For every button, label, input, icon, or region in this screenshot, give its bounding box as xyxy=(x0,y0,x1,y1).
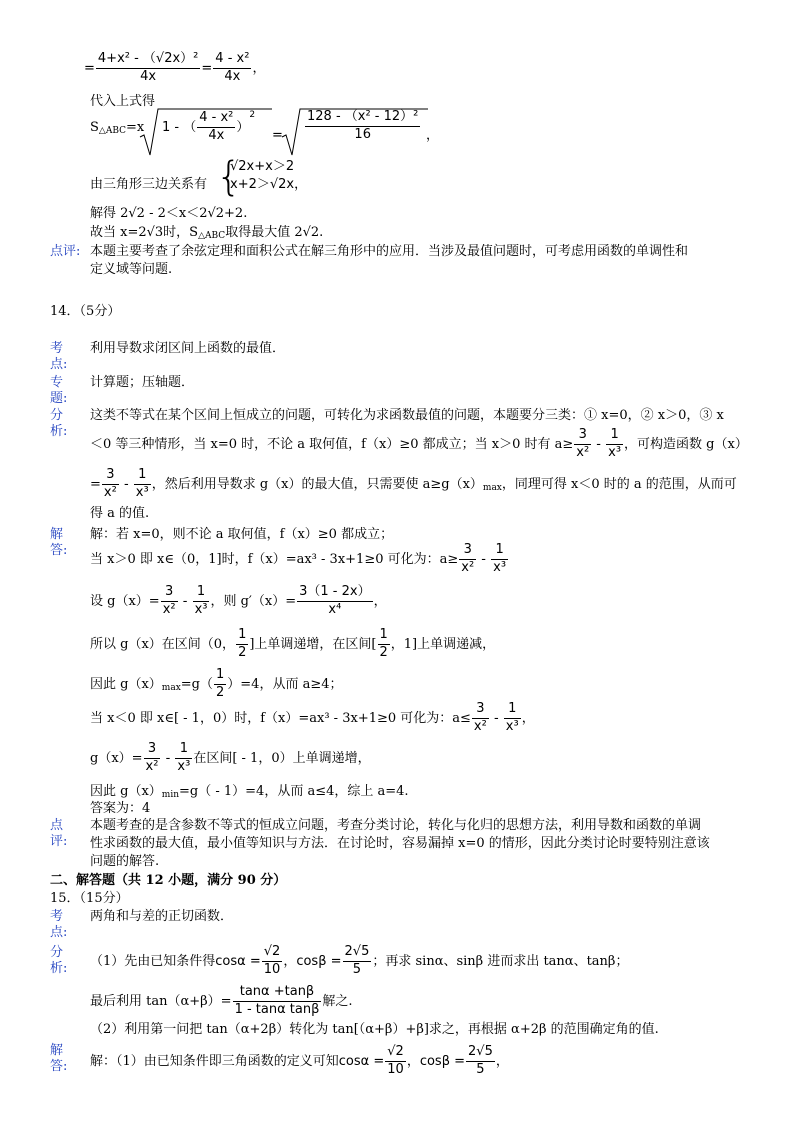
zhuanti-text: 计算题；压轴题． xyxy=(90,375,195,390)
analysis-line: 最后利用 tan（α+β）= $\frac{\tan\alpha +\tan\beta}{\text{1 - tanα tanβ}}$ 解之. xyxy=(90,984,353,1017)
analysis-line: 得 a 的值. xyxy=(90,506,150,521)
fenxi-label: 分析: xyxy=(50,408,68,440)
fraction: $\frac{\text{4+x² - （√2x）²}}{4x}$ xyxy=(97,51,199,84)
analysis-line: ＜0 等三种情形，当 x=0 时，不论 a 取何值，f（x）≥0 都成立；当 x＞0 时有 a≥ $\frac{3}{\text{x²}}$ - $\frac{1}{\text{x³}}$ ，可构造函数 g（x） xyxy=(90,427,748,460)
comment-text: 定义域等问题. xyxy=(90,262,173,277)
section-heading: 二、解答题（共 12 小题，满分 90 分） xyxy=(50,873,287,888)
solution-line: 所以 g（x）在区间（0， $\frac{1}{2}$ ]上单调递增，在区间[ $\frac{1}{2}$ ，1]上单调递减， xyxy=(90,627,496,660)
area-formula: $S_{\triangle ABC}=x$ xyxy=(90,120,145,136)
solution-line: 因此 $g(x)_{min}=g( - 1)=4$，从而 a≤4，综上 a=4. xyxy=(90,784,409,800)
frac-line-1: = $\frac{\text{4+x² - （√2x）²}}{4x}$ = $\frac{\text{4 - x²}}{4x}$ ， xyxy=(84,51,266,84)
brace: { xyxy=(216,154,242,200)
solve-range: 解得 2√2 - 2＜x＜2√2+2. xyxy=(90,206,248,221)
analysis-line: = $\frac{3}{\text{x²}}$ - $\frac{1}{\text{x³}}$ ，然后利用导数求 g（x）的最大值，只需要使 $a\ge g(x)_{max}$，同理可得 x＜0 时的 a 的范围，从而可 xyxy=(90,467,737,500)
kaodian-label: 考点: xyxy=(50,341,68,373)
radical-content-2: $\frac{\text{128 - （x² - 12）²}}{16}$ xyxy=(307,109,419,142)
answer-line: 答案为：4 xyxy=(90,801,151,816)
solution-line: 解：（1）由已知条件即三角函数的定义可知cosα = $\frac{√2}{10}$ ，cosβ = $\frac{2√5}{5}$ ， xyxy=(90,1044,509,1077)
solution-line: 当 x＜0 即 x∈[ - 1，0）时，f（x）=ax³ - 3x+1≥0 可化为：a≤ $\frac{3}{\text{x²}}$ - $\frac{1}{\text{x³}}$ ， xyxy=(90,701,535,734)
triangle-relation: 由三角形三边关系有 xyxy=(90,177,208,192)
comment-text: 本题考查的是含参数不等式的恒成立问题，考查分类讨论，转化与化归的思想方法，利用导数和函数的单调 xyxy=(90,818,702,833)
analysis-line: 这类不等式在某个区间上恒成立的问题，可转化为求函数最值的问题，本题要分三类：① x=0，② x＞0，③ x xyxy=(90,408,724,423)
question-header: 15．（15分） xyxy=(50,891,129,906)
comment-text: 性求函数的最大值，最小值等知识与方法．在讨论时，容易漏掉 x=0 的情形，因此分类讨论时要特别注意该 xyxy=(90,836,710,851)
solution-line: g（x）= $\frac{3}{\text{x²}}$ - $\frac{1}{\text{x³}}$ 在区间[ - 1，0）上单调递增， xyxy=(90,741,371,774)
zhuanti-label: 专题: xyxy=(50,375,68,407)
fraction: $\frac{\text{4 - x²}}{4x}$ xyxy=(215,51,250,84)
max-area-text: 故当 x=2√3时，$S_{\triangle ABC}$取得最大值 2√2. xyxy=(90,225,324,241)
solution-line: 因此 $g(x)_{max}=g$（ $\frac{1}{2}$ ）=4，从而 a≥4； xyxy=(90,667,343,700)
kaodian-text: 两角和与差的正切函数． xyxy=(90,909,234,924)
comment-text: 本题主要考查了余弦定理和面积公式在解三角形中的应用．当涉及最值问题时，可考虑用函数的单调性和 xyxy=(90,244,689,259)
jieda-label: 解答: xyxy=(50,1043,68,1075)
jieda-label: 解答: xyxy=(50,527,68,559)
fenxi-label: 分析: xyxy=(50,945,68,977)
comment-text: 问题的解答. xyxy=(90,854,160,869)
condition-system: √2x+x＞2 x+2＞√2x， xyxy=(230,159,308,192)
question-header: 14．（5分） xyxy=(50,304,121,319)
pingjia-label: 点评: xyxy=(50,818,68,850)
analysis-line: （2）利用第一问把 tan（α+2β）转化为 tan[（α+β）+β]求之，再根据 α+2β 的范围确定角的值. xyxy=(90,1022,659,1037)
kaodian-text: 利用导数求闭区间上函数的最值． xyxy=(90,341,286,356)
substitute-text: 代入上式得 xyxy=(90,94,156,109)
radical-content-1: 1 - （ $\frac{\text{4 - x²}}{4x}$ ）$^2$ xyxy=(162,110,256,143)
comment-label: 点评: xyxy=(50,244,81,259)
analysis-line: （1）先由已知条件得cosα = $\frac{√2}{10}$ ，cosβ = $\frac{2√5}{5}$ ；再求 sinα、sinβ 进而求出 tanα、tanβ； xyxy=(90,944,629,977)
solution-line: 设 g（x）= $\frac{3}{\text{x²}}$ - $\frac{1}{\text{x³}}$ ，则 g′（x）= $\frac{3(1 - 2x)}{\text{x⁴}}$ ， xyxy=(90,584,387,617)
solution-line: 当 x＞0 即 x∈（0，1]时，f（x）=ax³ - 3x+1≥0 可化为：a≥ $\frac{3}{\text{x²}}$ - $\frac{1}{\text{x³}}$ xyxy=(90,542,507,575)
kaodian-label: 考点: xyxy=(50,909,68,941)
solution-line: 解：若 x=0，则不论 a 取何值，f（x）≥0 都成立； xyxy=(90,527,394,542)
